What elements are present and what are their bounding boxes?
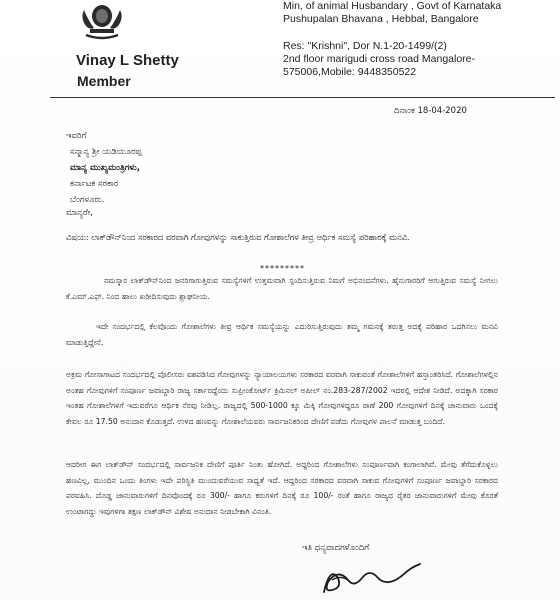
signature-image xyxy=(310,552,430,598)
letter-date: ದಿನಾಂಕ 18-04-2020 xyxy=(394,106,467,116)
office-address xyxy=(283,0,553,26)
residence-line-2: 2nd floor marigudi cross road Mangalore- xyxy=(283,53,476,65)
recipient-name: ಸನ್ಮಾನ್ಯ ಶ್ರೀ ಯಡಿಯೂರಪ್ಪ xyxy=(70,147,142,157)
office-line-2: Pushupalan Bhavana , Hebbal, Bangalore xyxy=(283,13,479,25)
residence-address xyxy=(283,40,553,79)
office-line-1: Min, of animal Husbandary , Govt of Karnataka xyxy=(283,0,502,12)
closing-line: ಇತಿ ಧನ್ಯವಾದಗಳೊಂದಿಗೆ xyxy=(302,543,370,553)
recipient-block xyxy=(66,128,142,208)
letterhead-divider xyxy=(50,97,555,98)
recipient-government: ಕರ್ನಾಟಕ ಸರಕಾರ xyxy=(70,179,119,189)
recipient-city: ಬೆಂಗಳೂರು. xyxy=(70,195,105,205)
recipient-label: ಇವರಿಗೆ xyxy=(66,131,87,141)
body-paragraph-4: ಆದರೀಗ ಈಗ ಲಾಕ್‌ಡೌನ್ ಸಂದರ್ಭದಲ್ಲಿ ಸಾರ್ವಜನಿಕ ದೇಣಿಗೆ ಪೂರ್ತಿ ನಿಂತು ಹೋಗಿದೆ. ಅದ್ದರಿಂದ ಗೋಶಾಲೆಗಳು ಸಂಪೂರ್ಣವಾಗಿ ಕಂಗಾಲಾಗಿವೆ. ಮೇವು ತೆಗೆದುಕೊಳ್ಳಲು ಹಣವಿಲ್ಲ, ಮುಂದಿನ ಒಂದು ತಿಂಗಳು ಇದೇ ಪರಿಸ್ಥಿತಿ ಮುಂದುವರೆಯುವ ಸಾಧ್ಯತೆ ಇದೆ. ಆದ್ದರಿಂದ ಸರಕಾರದ ವರವಾಗಿ ಸಾಕುವ ಗೋವುಗಳಿಗೆ ಸಂಪೂರ್ಣ ಜವಾಬ್ದಾರಿ ಸರಕಾರದ ಪರವಹಿಸಿ. ದೊಡ್ಡ ಜಾನುವಾರುಗಳಿಗೆ ದಿನವೊಂದಕ್ಕೆ ರೂ 300/- ಹಾಗೂ ಕರುಗಳಿಗೆ ದಿನಕ್ಕೆ ರೂ 100/- ರಂತೆ ಹಾಗೂ ರಾಜ್ಯದ ರೈತರ ಜಾನುವಾರುಗಳಿಗೆ ಮೇವು ಕೊರತೆ ಉಂಟಾಗದ್ದು ಇವುಗಳಿಗಾ ತಕ್ಷಣ ಲಾಕ್‌ಡೌನ್ ವಿಶೇಷ ಅನುದಾನ ನೀಡಬೇಕಾಗಿ ವಿನಂತಿ. xyxy=(66,460,498,516)
recipient-title: ಮಾನ್ಯ ಮುಖ್ಯಮಂತ್ರಿಗಳು, xyxy=(70,163,140,173)
body-paragraph-3: ಅಕ್ರಮ ಗೋಸಾಗಾಟದ ಸಂದರ್ಭದಲ್ಲಿ ಪೊಲೀಸರು ವಶಪಡಿಸಿದ ಗೋವುಗಳನ್ನು ನ್ಯಾಯಾಲಯಗಳು ಸರಕಾರದ ವರವಾಗಿ ಸಾಕುವಂತೆ ಗೋಶಾಲೆಗಳಿಗೆ ಹಸ್ತಾಂತರಿಸಿದೆ. ಗೋಶಾಲೆಗಳಲ್ಲಿನ ಅಂತಹ ಗೋವುಗಳಿಗೆ ಸಂಪೂರ್ಣ ಜವಾಬ್ದಾರಿ ರಾಜ್ಯ ಸರ್ಕಾರದ್ದೆಂದು ಸುಪ್ರೀಂಕೋರ್ಟ್ ಕ್ರಿಮಿನಲ್ ಅಪೀಲ್ ನಂ.283-287/2002 ಇದರಲ್ಲಿ ಆದೇಶ ನೀಡಿದೆ. ಅದಕ್ಕಾಗಿ ಸರಕಾರ ಇಂತಹ ಗೋಶಾಲೆಗಳಿಗೆ ಇದುವರೆಗೂ ಆರ್ಥಿಕ ನೆರವು ನೀಡಿಲ್ಲ. ರಾಜ್ಯದಲ್ಲಿ 500-1000 ಕ್ಕೂ ಮಿಕ್ಕಿ ಗೋವುಗಳಿದ್ದರೂ ಠಾಣೆ 200 ಗೋವುಗಳಿಗೆ ದಿನಕ್ಕೆ ಜಾನುವಾರು ಒಂದಕ್ಕೆ ಕೇವಲ ರೂ 17.50 ಅನುದಾನ ಕೊಡುತ್ತದೆ. ಉಳಿದ ಹಣವನ್ನು ಗೋಶಾಲೆಯವರು ಸಾರ್ವಜನಿಕರಿಂದ ದೇಣಿಗೆ ಪಡೆದು ಗೋವುಗಳ ಪಾಲನೆ ಮಾಡುತ್ತ ಬಂದಿದೆ. xyxy=(66,370,498,426)
sender-name: Vinay L Shetty xyxy=(76,52,179,69)
sender-designation: Member xyxy=(77,73,131,89)
residence-line-1: Res: "Krishni", Dor N.1-20-1499/(2) xyxy=(283,40,447,52)
subject-line: ವಿಷಯ: ಲಾಕ್‌ಡೌನ್‌ನಿಂದ ಸರಕಾರದ ವರವಾಗಿ ಗೋವುಗಳನ್ನು ಸಾಕುತ್ತಿರುವ ಗೋಶಾಲೆಗಳ ತೀವ್ರ ಆರ್ಥಿಕ ಸಮಸ್ಯೆ ಪರಿಹಾರಕ್ಕೆ ಮನವಿ. xyxy=(66,232,410,242)
salutation: ಮಾನ್ಯರೇ, xyxy=(66,208,93,218)
residence-line-3: 575006,Mobile: 9448350522 xyxy=(283,66,417,78)
body-paragraph-2: ಇದೇ ಸಂದರ್ಭದಲ್ಲಿ ಕೆಲವೊಂದು ಗೋಶಾಲೆಗಳು ತೀವ್ರ ಆರ್ಥಿಕ ಸಮಸ್ಯೆಯನ್ನು ಎದುರಿಸುತ್ತಿರುವುದು ತಮ್ಮ ಗಮನಕ್ಕೆ ತರುತ್ತ ಅದಕ್ಕೆ ಪರಿಹಾರ ಒದಗಿಸಲು ಮನವಿ ಮಾಡುತ್ತಿದ್ದೇನೆ. xyxy=(66,322,498,347)
state-emblem-icon xyxy=(78,0,126,40)
section-separator: ********* xyxy=(260,264,305,273)
body-paragraph-1: ನಮಸ್ಕಾರ ಲಾಕ್‌ಡೌನ್‌ನಿಂದ ಜನರಿಗಾಗುತ್ತಿರುವ ಸಮಸ್ಯೆಗಳಿಗೆ ಉತ್ತಮವಾಗಿ ಸ್ಪಂದಿಸುತ್ತಿರುವ ನಿಮಗೆ ಅಭಿನಂದನೆಗಳು. ಹೈನುಗಾರರಿಗೆ ಆಗುತ್ತಿರುವ ಸಮಸ್ಯೆ ನೀಗಲು ಕೆ.ಎಮ್.ಎಫ್. ನಿಂದ ಹಾಲು ಖರೀದಿಸುವುದು ಶ್ಲಾಘನೀಯ. xyxy=(66,276,498,301)
